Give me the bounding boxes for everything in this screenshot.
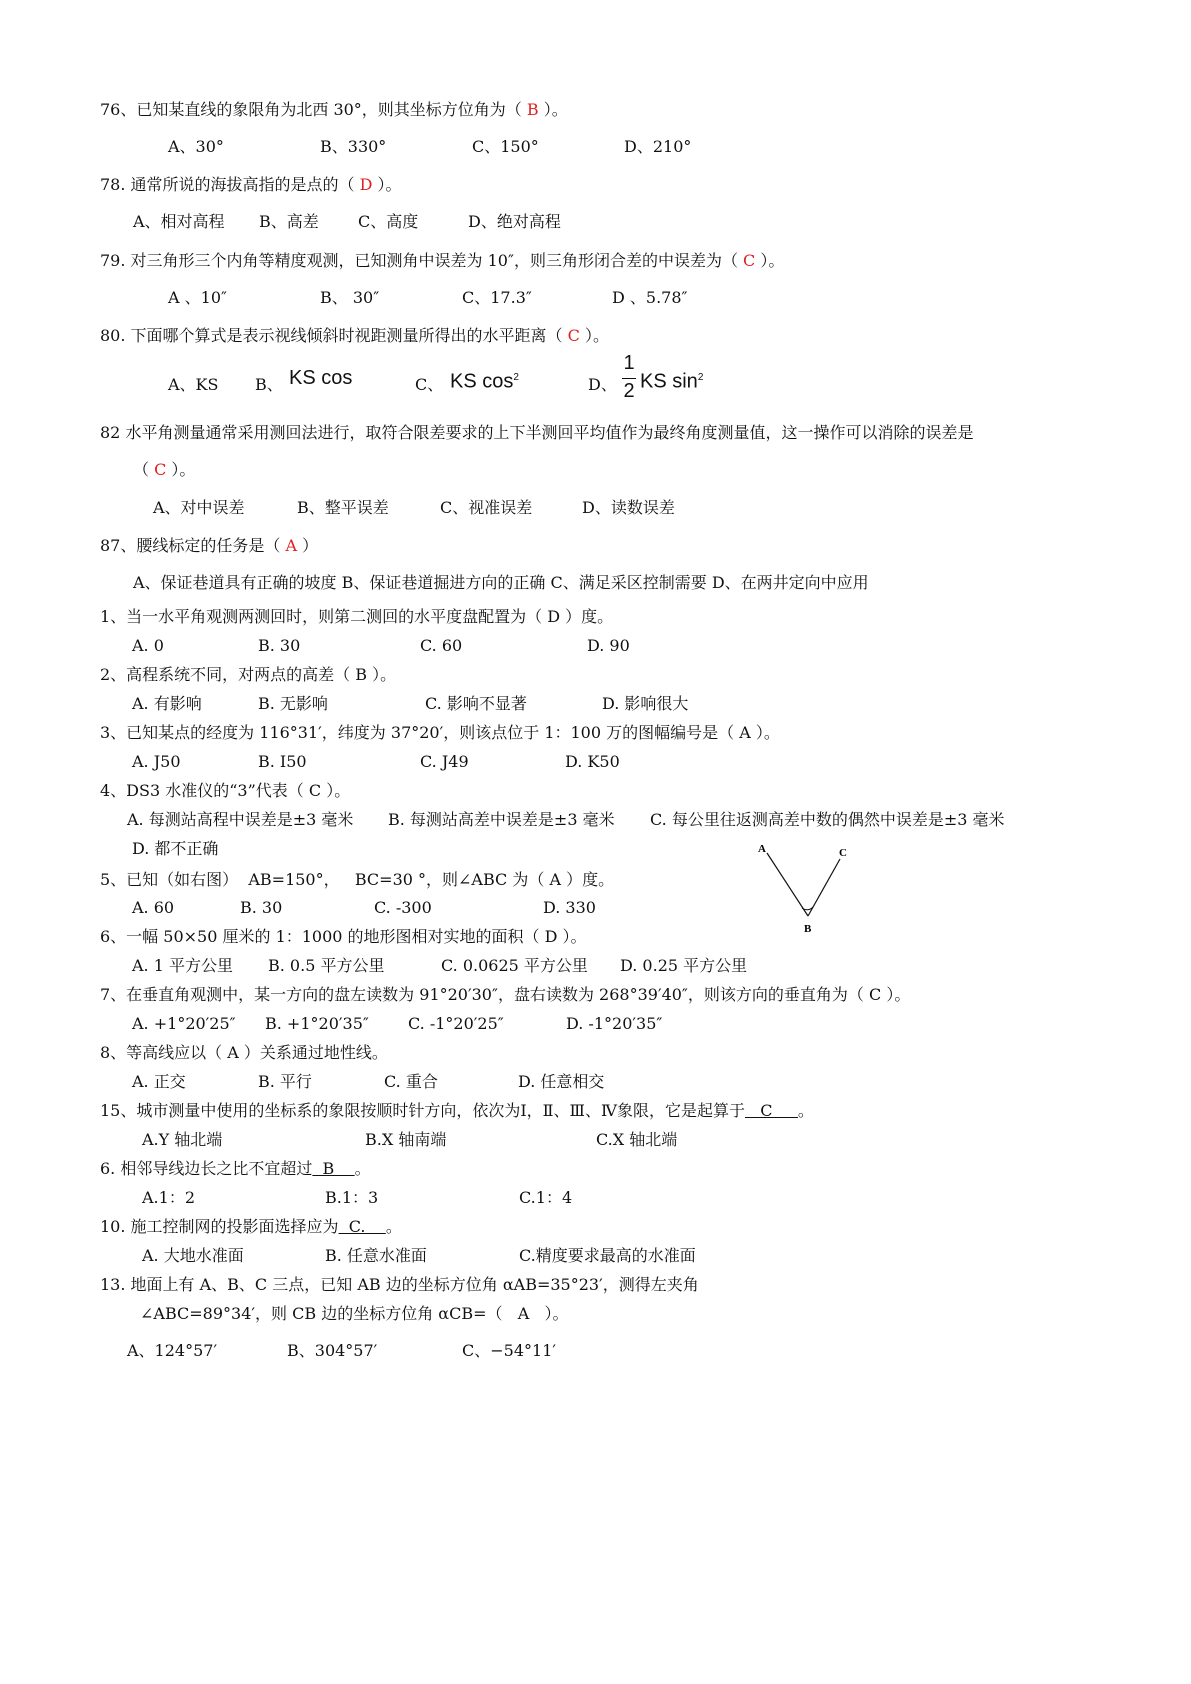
question-4-stem: 4、DS3 水准仪的“3”代表（ C ）。 [100, 781, 351, 800]
option-b: B.X 轴南端 [365, 1130, 447, 1149]
option-c-formula: KS $\cos^2$ [450, 370, 519, 393]
option-b: B. 30 [240, 898, 283, 917]
option-b: B. 平行 [258, 1072, 312, 1091]
option-b: B. 0.5 平方公里 [268, 956, 385, 975]
question-87-options: A、保证巷道具有正确的坡度 B、保证巷道掘进方向的正确 C、满足采区控制需要 D、在两井定向中应用 [133, 573, 869, 592]
option-c: C. 60 [420, 636, 463, 655]
option-b: B、 30″ [320, 288, 380, 307]
answer-mark: A [285, 536, 298, 555]
option-a: A.1：2 [142, 1188, 196, 1207]
option-b: B、整平误差 [297, 498, 389, 517]
option-b: B. 30 [258, 636, 301, 655]
option-d: D. 0.25 平方公里 [620, 956, 748, 975]
option-c: C. 重合 [384, 1072, 438, 1091]
line-ba [767, 853, 808, 916]
option-c: C.X 轴北端 [596, 1130, 678, 1149]
option-b: B.1：3 [325, 1188, 379, 1207]
option-a: A.Y 轴北端 [142, 1130, 223, 1149]
option-a: A、124°57′ [127, 1341, 218, 1360]
option-a: A 、10″ [168, 288, 227, 307]
option-c: C. 影响不显著 [425, 694, 527, 713]
question-87-stem: 87、腰线标定的任务是（ A ） [100, 536, 319, 555]
option-d: D. 90 [587, 636, 630, 655]
question-8-stem: 8、等高线应以（ A ）关系通过地性线。 [100, 1043, 388, 1062]
point-b-label: B [804, 923, 812, 935]
option-d: D、绝对高程 [468, 212, 561, 231]
option-c: C. -1°20′25″ [408, 1014, 504, 1033]
option-b: B. 每测站高差中误差是±3 毫米 [388, 810, 615, 829]
option-a: A、相对高程 [133, 212, 225, 231]
question-79-stem: 79. 对三角形三个内角等精度观测，已知测角中误差为 10″，则三角形闭合差的中误差为（ C ）。 [100, 251, 785, 270]
answer-blank: B [312, 1159, 355, 1178]
option-c: C. -300 [374, 898, 432, 917]
question-10-stem: 10. 施工控制网的投影面选择应为 C. 。 [100, 1217, 402, 1236]
option-a: A. +1°20′25″ [132, 1014, 236, 1033]
option-c: C、−54°11′ [462, 1341, 557, 1360]
question-1-stem: 1、当一水平角观测两测回时，则第二测回的水平度盘配置为（ D ）度。 [100, 607, 614, 626]
option-c: C、150° [472, 137, 539, 156]
option-d: D 、5.78″ [612, 288, 688, 307]
option-c: C、高度 [358, 212, 419, 231]
question-15-stem: 15、城市测量中使用的坐标系的象限按顺时针方向，依次为Ⅰ，Ⅱ、Ⅲ、Ⅳ象限，它是起算于 C 。 [100, 1101, 814, 1120]
option-a: A、对中误差 [153, 498, 245, 517]
option-a: A. 0 [132, 636, 164, 655]
question-80-stem: 80. 下面哪个算式是表示视线倾斜时视距测量所得出的水平距离（ C ）。 [100, 326, 609, 345]
question-7-stem: 7、在垂直角观测中，某一方向的盘左读数为 91°20′30″，盘右读数为 268°39′40″，则该方向的垂直角为（ C ）。 [100, 985, 911, 1004]
option-a: A. 大地水准面 [142, 1246, 244, 1265]
question-82-stem: 82 水平角测量通常采用测回法进行，取符合限差要求的上下半测回平均值作为最终角度测量值，这一操作可以消除的误差是 [100, 423, 974, 442]
option-d: D、读数误差 [582, 498, 675, 517]
option-a: A、KS [168, 375, 219, 394]
option-c: C. 每公里往返测高差中数的偶然中误差是±3 毫米 [650, 810, 1005, 829]
answer-blank: C [744, 1101, 798, 1120]
option-b: B. 无影响 [258, 694, 328, 713]
option-c: C.1：4 [519, 1188, 573, 1207]
option-b: B. I50 [258, 752, 307, 771]
option-c: C、 [415, 375, 444, 394]
question-82-answer: （ C ）。 [133, 460, 196, 479]
question-6-stem: 6、一幅 50×50 厘米的 1：1000 的地形图相对实地的面积（ D ）。 [100, 927, 587, 946]
option-b: B、330° [320, 137, 387, 156]
question-2-stem: 2、高程系统不同，对两点的高差（ B ）。 [100, 665, 397, 684]
option-d: D. -1°20′35″ [566, 1014, 663, 1033]
question-6b-stem: 6. 相邻导线边长之比不宜超过 B 。 [100, 1159, 371, 1178]
answer-mark: D [359, 175, 373, 194]
answer-mark: C [567, 326, 580, 345]
option-a: A. 每测站高程中误差是±3 毫米 [127, 810, 354, 829]
option-a: A. 60 [132, 898, 175, 917]
option-c: C、视准误差 [440, 498, 533, 517]
question-78-stem: 78. 通常所说的海拔高指的是点的（ D ）。 [100, 175, 402, 194]
option-c: C.精度要求最高的水准面 [519, 1246, 696, 1265]
option-b: B. 任意水准面 [325, 1246, 427, 1265]
option-d: D、210° [624, 137, 692, 156]
option-b-formula: KS cos [289, 367, 353, 389]
answer-mark: B [526, 100, 539, 119]
option-d: D. 330 [543, 898, 596, 917]
option-c: C. 0.0625 平方公里 [441, 956, 588, 975]
option-b: B、 [255, 375, 283, 394]
question-76-stem: 76、已知某直线的象限角为北西 30°，则其坐标方位角为（ B ）。 [100, 100, 568, 119]
option-d: D. 任意相交 [518, 1072, 605, 1091]
option-d-fraction: 1 2 [623, 352, 635, 402]
option-a: A. J50 [132, 752, 181, 771]
option-b: B、304°57′ [287, 1341, 378, 1360]
answer-mark: C [154, 460, 167, 479]
option-d: D、 [588, 375, 617, 394]
option-d-formula: KS $\sin^2$ [640, 370, 704, 393]
answer-blank: C. [338, 1217, 386, 1236]
question-3-stem: 3、已知某点的经度为 116°31′，纬度为 37°20′，则该点位于 1：100 万的图幅编号是（ A ）。 [100, 723, 780, 742]
question-13-stem-line-1: 13. 地面上有 A、B、C 三点，已知 AB 边的坐标方位角 αAB=35°23′，测得左夹角 [100, 1275, 699, 1294]
option-c: C. J49 [420, 752, 469, 771]
option-a: A、30° [168, 137, 224, 156]
option-a: A. 1 平方公里 [132, 956, 233, 975]
question-5-stem: 5、已知（如右图） AB=150°， BC=30 °，则∠ABC 为（ A ）度。 [100, 870, 615, 889]
option-d: D. 都不正确 [132, 839, 219, 858]
option-d: D. 影响很大 [602, 694, 689, 713]
option-b: B. +1°20′35″ [265, 1014, 369, 1033]
point-a-label: A [758, 843, 766, 855]
answer-mark: C [743, 251, 756, 270]
option-d: D. K50 [565, 752, 620, 771]
option-a: A. 正交 [132, 1072, 186, 1091]
option-b: B、高差 [259, 212, 319, 231]
question-13-stem-line-2: ∠ABC=89°34′，则 CB 边的坐标方位角 αCB=（ A ）。 [140, 1304, 569, 1323]
option-a: A. 有影响 [132, 694, 202, 713]
option-c: C、17.3″ [462, 288, 532, 307]
point-c-label: C [839, 847, 847, 859]
angle-diagram [750, 838, 860, 938]
